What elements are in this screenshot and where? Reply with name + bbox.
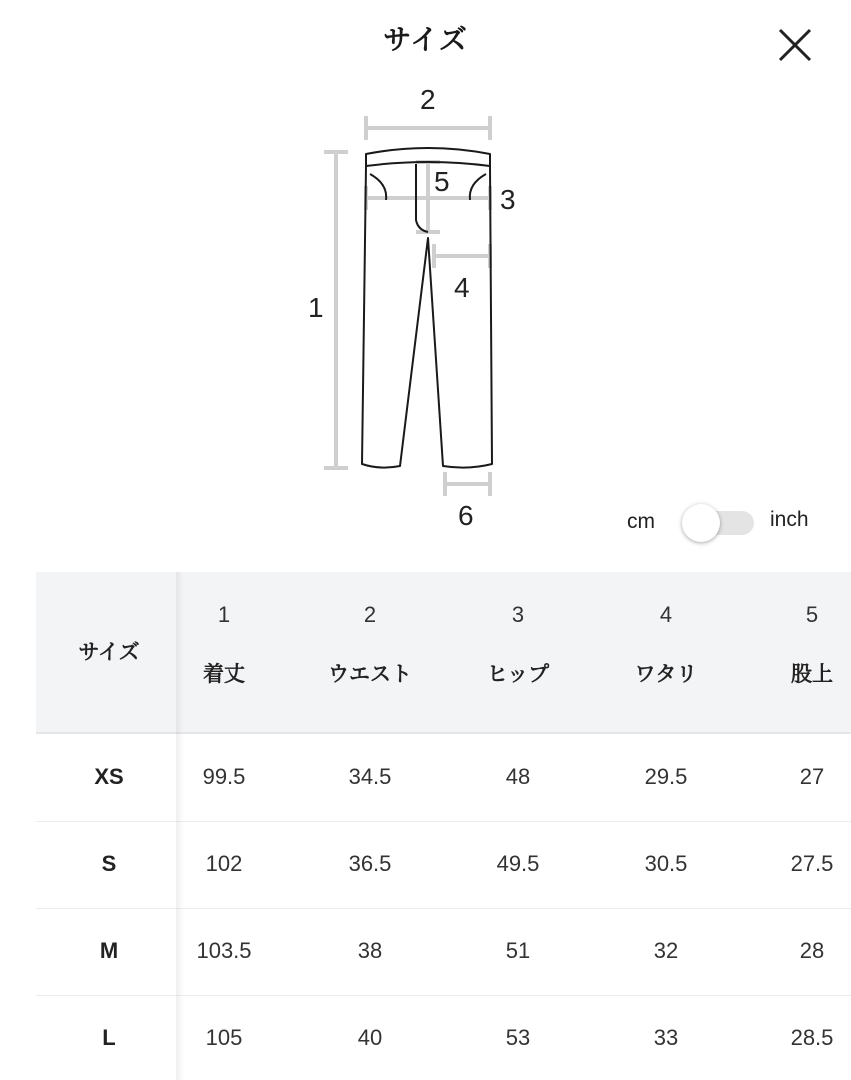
close-button[interactable]: [772, 22, 816, 66]
column-number: 5: [805, 602, 819, 627]
column-number: 2: [363, 602, 377, 627]
column-label: ヒップ: [486, 663, 550, 686]
value-cell: 102: [205, 851, 243, 876]
value-cell: 33: [653, 1025, 679, 1050]
page-title: サイズ: [383, 23, 468, 56]
sticky-column-shadow: [176, 572, 184, 1080]
value-cell: 38: [357, 938, 383, 963]
table-row: [36, 908, 851, 996]
table-row: [36, 995, 851, 1080]
value-cell: 48: [505, 764, 531, 789]
table-header: [36, 572, 851, 734]
value-cell: 105: [205, 1025, 243, 1050]
value-cell: 99.5: [202, 764, 246, 789]
column-label: 股上: [791, 663, 833, 686]
size-table: [36, 572, 851, 1080]
value-cell: 29.5: [644, 764, 688, 789]
size-cell: XS: [94, 764, 124, 789]
diagram-label-1: 1: [308, 292, 324, 323]
table-row: [36, 821, 851, 909]
value-cell: 36.5: [348, 851, 392, 876]
size-cell: S: [101, 851, 117, 876]
pants-diagram: [300, 80, 530, 540]
size-cell: L: [102, 1025, 116, 1050]
unit-label-cm[interactable]: cm: [627, 510, 655, 533]
column-label: 着丈: [203, 663, 245, 686]
table-row: [36, 734, 851, 822]
size-column-header: サイズ: [78, 641, 140, 664]
diagram-label-5: 5: [434, 166, 450, 197]
close-icon: [772, 22, 816, 66]
value-cell: 103.5: [196, 938, 252, 963]
value-cell: 30.5: [644, 851, 688, 876]
value-cell: 34.5: [348, 764, 392, 789]
diagram-label-3: 3: [500, 184, 516, 215]
column-number: 4: [659, 602, 673, 627]
unit-label-inch[interactable]: inch: [770, 508, 809, 531]
value-cell: 51: [505, 938, 531, 963]
column-label: ウエスト: [328, 663, 412, 686]
column-number: 3: [511, 602, 525, 627]
diagram-label-2: 2: [420, 84, 436, 115]
value-cell: 27.5: [790, 851, 834, 876]
diagram-label-4: 4: [454, 272, 470, 303]
value-cell: 27: [799, 764, 825, 789]
unit-toggle: [620, 500, 840, 544]
value-cell: 28: [799, 938, 825, 963]
unit-switch[interactable]: [682, 504, 754, 540]
value-cell: 49.5: [496, 851, 540, 876]
value-cell: 53: [505, 1025, 531, 1050]
column-label: ワタリ: [634, 663, 698, 686]
value-cell: 28.5: [790, 1025, 834, 1050]
diagram-label-6: 6: [458, 500, 474, 531]
size-cell: M: [99, 938, 119, 963]
value-cell: 32: [653, 938, 679, 963]
switch-knob[interactable]: [682, 504, 720, 542]
value-cell: 40: [357, 1025, 383, 1050]
column-number: 1: [217, 602, 231, 627]
pants-illustration: [300, 80, 530, 540]
